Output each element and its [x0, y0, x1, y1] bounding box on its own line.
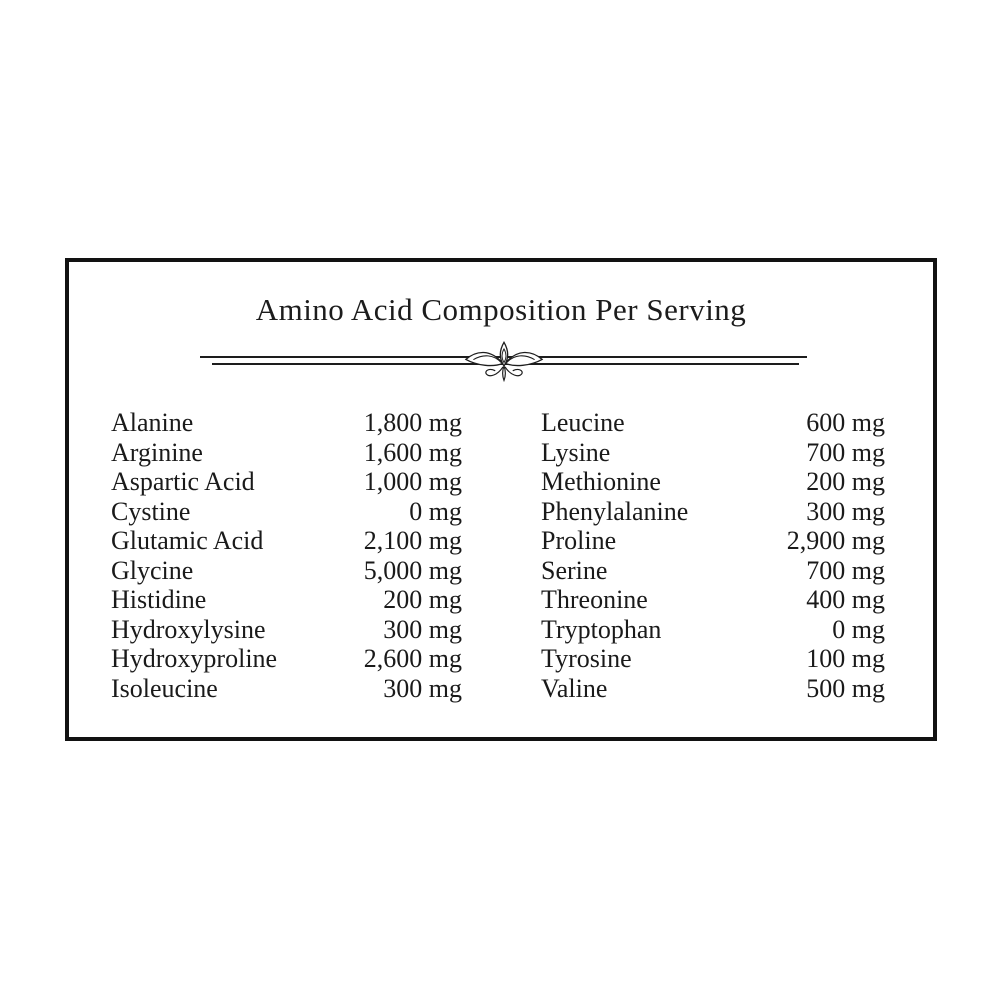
amino-acid-panel — [65, 258, 937, 741]
amino-acid-name: Alanine — [111, 408, 194, 437]
amino-acid-amount: 300 mg — [383, 673, 462, 703]
panel-title: Amino Acid Composition Per Serving — [255, 292, 747, 327]
amino-acid-name: Methionine — [541, 467, 661, 496]
amino-acid-amount: 200 mg — [383, 585, 462, 614]
amino-acid-column-left — [111, 408, 462, 703]
amino-acid-name: Cystine — [111, 496, 191, 526]
amino-acid-amount: 100 mg — [806, 644, 885, 673]
amino-acid-name: Hydroxylysine — [111, 614, 266, 644]
amino-acid-name: Hydroxyproline — [111, 644, 278, 673]
amino-acid-name: Tyrosine — [541, 644, 632, 673]
amino-acid-name: Threonine — [541, 585, 648, 614]
amino-acid-name: Valine — [541, 673, 608, 703]
amino-acid-name: Glycine — [111, 555, 194, 585]
amino-acid-amount: 2,900 mg — [786, 526, 885, 555]
amino-acid-amount: 700 mg — [806, 555, 885, 585]
table-row — [541, 438, 885, 468]
table-row — [111, 674, 462, 704]
table-row — [541, 556, 885, 586]
table-row — [111, 438, 462, 468]
table-row — [111, 556, 462, 586]
amino-acid-amount: 1,800 mg — [363, 408, 462, 437]
amino-acid-amount: 5,000 mg — [363, 555, 462, 585]
amino-acid-amount: 600 mg — [806, 408, 885, 437]
table-row — [111, 467, 462, 497]
table-row — [541, 408, 885, 438]
table-row — [541, 497, 885, 527]
amino-acid-name: Arginine — [111, 437, 203, 467]
table-row — [541, 467, 885, 497]
table-row — [541, 526, 885, 556]
amino-acid-amount: 0 mg — [832, 614, 885, 644]
amino-acid-amount: 0 mg — [409, 496, 462, 526]
amino-acid-amount: 700 mg — [806, 437, 885, 467]
amino-acid-name: Isoleucine — [111, 673, 218, 703]
ornamental-divider — [200, 350, 807, 376]
table-row — [541, 615, 885, 645]
table-row — [111, 497, 462, 527]
amino-acid-name: Phenylalanine — [541, 496, 689, 526]
amino-acid-name: Serine — [541, 555, 608, 585]
amino-acid-amount: 300 mg — [383, 614, 462, 644]
amino-acid-amount: 200 mg — [806, 467, 885, 496]
table-row — [111, 526, 462, 556]
amino-acid-name: Aspartic Acid — [111, 467, 255, 496]
table-row — [111, 585, 462, 615]
amino-acid-amount: 2,100 mg — [363, 526, 462, 555]
amino-acid-name: Glutamic Acid — [111, 526, 264, 555]
table-row — [111, 615, 462, 645]
table-row — [111, 408, 462, 438]
lotus-flourish-icon — [457, 341, 551, 387]
amino-acid-amount: 300 mg — [806, 496, 885, 526]
amino-acid-name: Proline — [541, 526, 617, 555]
amino-acid-amount: 1,000 mg — [363, 467, 462, 496]
table-row — [541, 644, 885, 674]
table-row — [541, 585, 885, 615]
amino-acid-name: Lysine — [541, 437, 611, 467]
amino-acid-amount: 500 mg — [806, 673, 885, 703]
amino-acid-amount: 2,600 mg — [363, 644, 462, 673]
amino-acid-name: Tryptophan — [541, 614, 662, 644]
table-row — [541, 674, 885, 704]
amino-acid-amount: 400 mg — [806, 585, 885, 614]
amino-acid-column-right — [541, 408, 885, 703]
amino-acid-name: Histidine — [111, 585, 207, 614]
amino-acid-amount: 1,600 mg — [363, 437, 462, 467]
amino-acid-name: Leucine — [541, 408, 625, 437]
table-row — [111, 644, 462, 674]
